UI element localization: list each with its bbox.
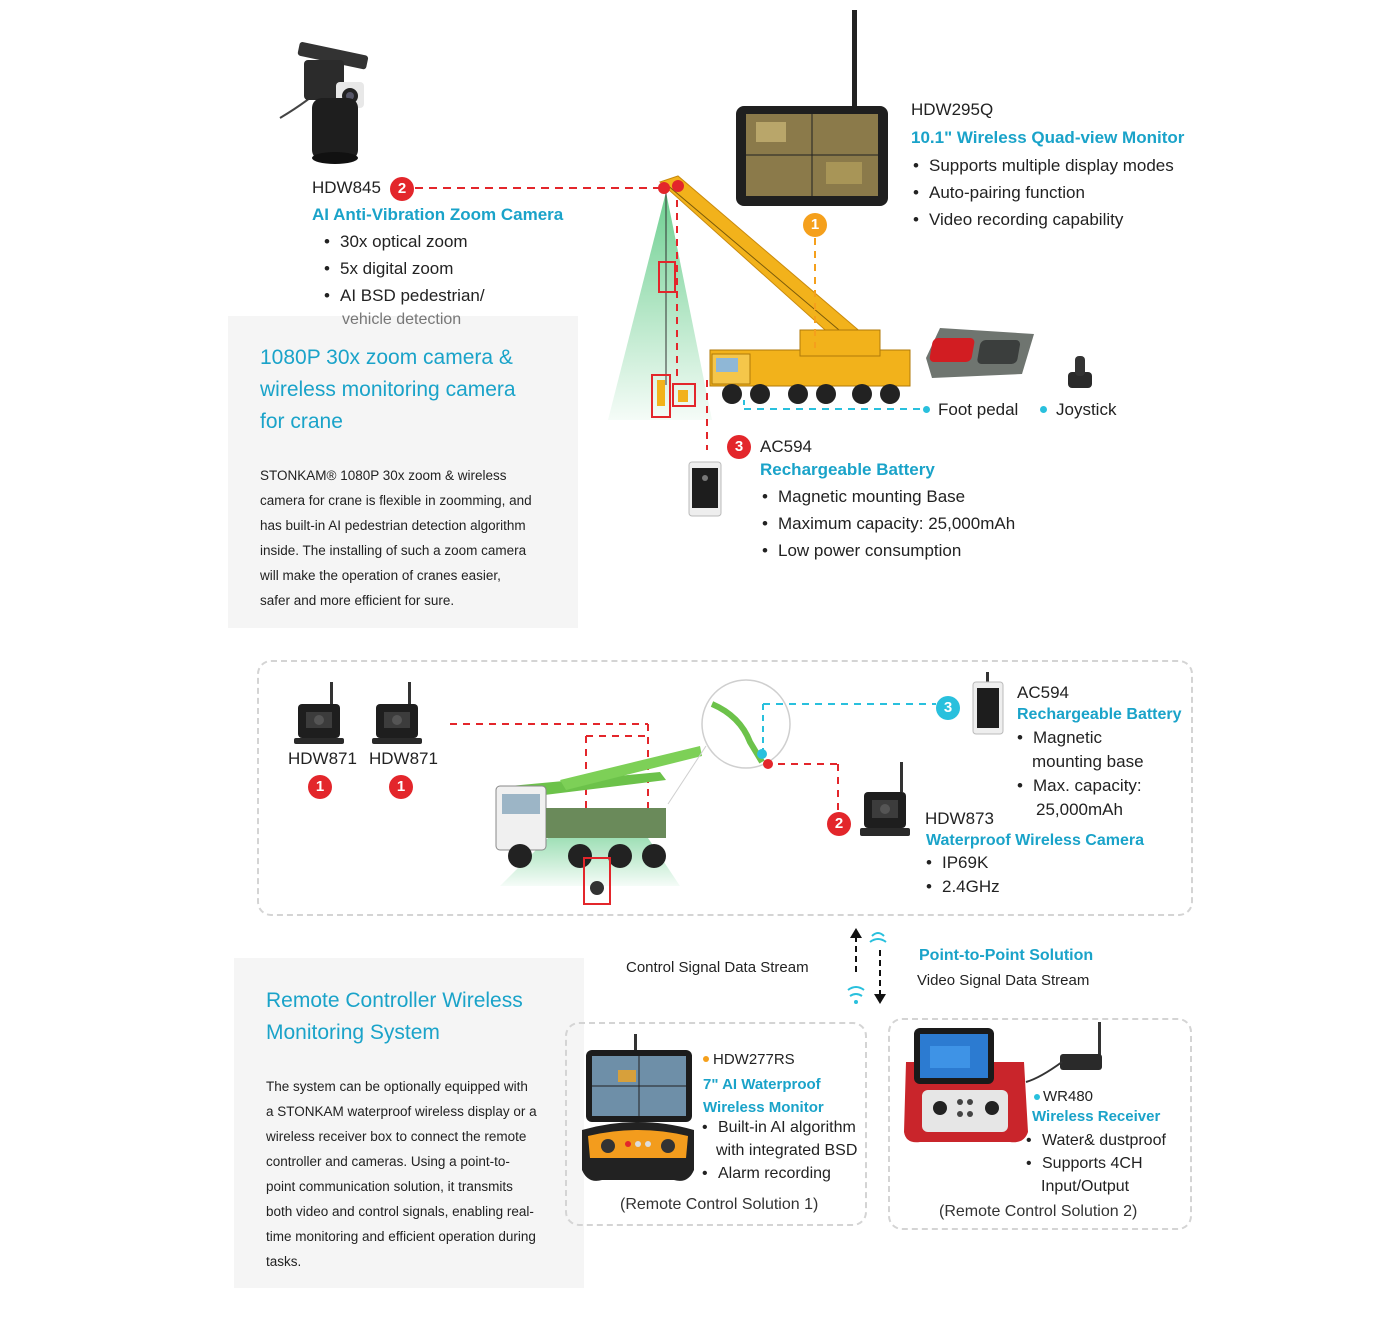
monitor-model: HDW295Q bbox=[911, 100, 994, 119]
middle-camera-model: HDW873 bbox=[925, 809, 994, 828]
joystick-image bbox=[1062, 352, 1096, 392]
panel-body-line: The system can be optionally equipped with bbox=[266, 1079, 528, 1094]
camera-model: HDW845 bbox=[312, 178, 381, 197]
foot-pedal-dot bbox=[923, 406, 930, 413]
camera-feature: • 30x optical zoom bbox=[322, 228, 485, 255]
solution2-feature: • Water& dustproof bbox=[1024, 1129, 1166, 1152]
foot-pedal-image bbox=[922, 322, 1038, 384]
panel-body-line: inside. The installing of such a zoom camera bbox=[260, 543, 527, 558]
panel-body-line: time monitoring and efficient operation during bbox=[266, 1229, 536, 1244]
middle-battery-image bbox=[970, 672, 1006, 736]
panel-title-line: wireless monitoring camera bbox=[260, 378, 516, 401]
ai-monitor-with-remote-image bbox=[578, 1034, 698, 1188]
middle-battery-feature: • Max. capacity: bbox=[1015, 774, 1144, 798]
panel-body-line: will make the operation of cranes easier, bbox=[260, 568, 501, 583]
panel-body-line: safer and more efficient for sure. bbox=[260, 593, 455, 608]
quad-monitor-image bbox=[736, 10, 892, 210]
battery-badge: 3 bbox=[727, 435, 751, 459]
middle-battery-feature-cont: mounting base bbox=[1032, 752, 1144, 771]
joystick-dot bbox=[1040, 406, 1047, 413]
camera-badge: 2 bbox=[390, 177, 414, 201]
panel-title-line: for crane bbox=[260, 410, 343, 433]
ptp-title: Point-to-Point Solution bbox=[919, 947, 1094, 964]
solution1-title-line: Wireless Monitor bbox=[703, 1099, 824, 1116]
solution2-feature: • Supports 4CH bbox=[1024, 1152, 1166, 1175]
rear-camera-right-badge: 1 bbox=[389, 775, 413, 799]
battery-title: Rechargeable Battery bbox=[760, 460, 935, 479]
remote-panel-body bbox=[266, 1074, 537, 1274]
battery-image bbox=[686, 458, 724, 520]
monitor-feature: • Auto-pairing function bbox=[911, 179, 1174, 206]
panel-body-line: both video and control signals, enabling real- bbox=[266, 1204, 534, 1219]
middle-battery-title: Rechargeable Battery bbox=[1017, 706, 1182, 723]
rear-camera-right-image bbox=[370, 682, 424, 748]
middle-battery-badge: 3 bbox=[936, 696, 960, 720]
middle-battery-feature-cont: 25,000mAh bbox=[1036, 800, 1123, 819]
solution2-caption: (Remote Control Solution 2) bbox=[939, 1203, 1138, 1220]
control-stream-label: Control Signal Data Stream bbox=[626, 959, 809, 976]
panel-body-line: STONKAM® 1080P 30x zoom & wireless bbox=[260, 468, 507, 483]
solution1-title bbox=[703, 1073, 824, 1119]
signal-arrows-icon bbox=[842, 926, 894, 1010]
solution1-feature-cont: with integrated BSD bbox=[716, 1142, 858, 1159]
middle-camera-badge: 2 bbox=[827, 812, 851, 836]
solution1-dot bbox=[703, 1056, 709, 1062]
middle-battery-features bbox=[1015, 726, 1144, 822]
remote-panel-title bbox=[266, 985, 523, 1049]
video-stream-label: Video Signal Data Stream bbox=[917, 972, 1090, 989]
battery-feature: • Low power consumption bbox=[760, 537, 1015, 564]
monitor-badge: 1 bbox=[803, 213, 827, 237]
middle-battery-model: AC594 bbox=[1017, 683, 1069, 702]
panel-body-line: camera for crane is flexible in zoomming, and bbox=[260, 493, 532, 508]
middle-camera-features bbox=[924, 851, 1000, 899]
foot-pedal-label: Foot pedal bbox=[938, 400, 1019, 419]
accessory-connector bbox=[740, 400, 940, 416]
middle-camera-title: Waterproof Wireless Camera bbox=[926, 832, 1144, 849]
solution2-title: Wireless Receiver bbox=[1032, 1108, 1161, 1125]
solution2-dot bbox=[1034, 1094, 1040, 1100]
rear-camera-left-model: HDW871 bbox=[288, 749, 357, 768]
battery-feature: • Maximum capacity: 25,000mAh bbox=[760, 510, 1015, 537]
monitor-connector bbox=[808, 238, 828, 418]
zoom-camera-image bbox=[270, 40, 390, 170]
camera-feature: • AI BSD pedestrian/ bbox=[322, 282, 485, 309]
battery-feature: • Magnetic mounting Base bbox=[760, 483, 1015, 510]
monitor-title: 10.1" Wireless Quad-view Monitor bbox=[911, 128, 1185, 147]
monitor-feature: • Video recording capability bbox=[911, 206, 1174, 233]
panel-body-line: wireless receiver box to connect the remote bbox=[266, 1129, 527, 1144]
solution2-model: WR480 bbox=[1043, 1088, 1094, 1105]
panel-body-line: controller and cameras. Using a point-to- bbox=[266, 1154, 510, 1169]
solution1-title-line: 7" AI Waterproof bbox=[703, 1076, 821, 1093]
solution1-caption: (Remote Control Solution 1) bbox=[620, 1196, 819, 1213]
rear-camera-left-image bbox=[292, 682, 346, 748]
middle-battery-feature: • Magnetic bbox=[1015, 726, 1144, 750]
rear-camera-left-badge: 1 bbox=[308, 775, 332, 799]
camera-connector bbox=[415, 180, 715, 460]
solution1-feature: • Alarm recording bbox=[700, 1162, 857, 1185]
rear-camera-right-model: HDW871 bbox=[369, 749, 438, 768]
panel-body-line: has built-in AI pedestrian detection algorithm bbox=[260, 518, 526, 533]
middle-camera-feature: • 2.4GHz bbox=[924, 875, 1000, 899]
joystick-label: Joystick bbox=[1056, 400, 1117, 419]
panel-body-line: tasks. bbox=[266, 1254, 302, 1269]
camera-feature: • 5x digital zoom bbox=[322, 255, 485, 282]
solution1-feature: • Built-in AI algorithm bbox=[700, 1116, 857, 1139]
panel-body-line: point communication solution, it transmits bbox=[266, 1179, 513, 1194]
solution1-model: HDW277RS bbox=[713, 1051, 795, 1068]
panel-title-line: Monitoring System bbox=[266, 1021, 440, 1044]
battery-model: AC594 bbox=[760, 437, 812, 456]
monitor-feature: • Supports multiple display modes bbox=[911, 152, 1174, 179]
battery-features bbox=[760, 483, 1015, 564]
panel-title-line: 1080P 30x zoom camera & bbox=[260, 346, 513, 369]
panel-body-line: a STONKAM waterproof wireless display or a bbox=[266, 1104, 537, 1119]
waterproof-camera-image bbox=[860, 762, 912, 842]
monitor-features bbox=[911, 152, 1174, 233]
middle-camera-feature: • IP69K bbox=[924, 851, 1000, 875]
camera-title: AI Anti-Vibration Zoom Camera bbox=[312, 205, 564, 224]
remote-controller-with-receiver-image bbox=[900, 1022, 1106, 1146]
solution1-features bbox=[700, 1116, 857, 1185]
camera-feature-cont: vehicle detection bbox=[342, 311, 462, 328]
panel-title-line: Remote Controller Wireless bbox=[266, 989, 523, 1012]
solution2-feature-cont: Input/Output bbox=[1041, 1178, 1130, 1195]
solution2-features bbox=[1024, 1129, 1166, 1198]
crane-panel-body bbox=[260, 463, 532, 613]
